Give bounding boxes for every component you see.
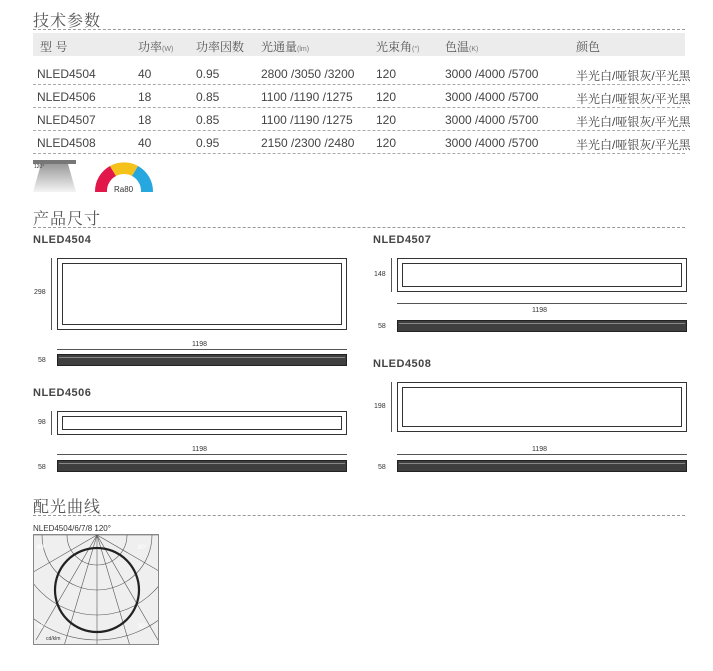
- product-name: NLED4504: [33, 234, 92, 246]
- col-header-power: 功率(W): [138, 40, 174, 54]
- dim-height: 198: [374, 403, 386, 410]
- dim-depth: 58: [378, 323, 386, 330]
- dim-length: 1198: [192, 341, 208, 348]
- product-side-view: [397, 460, 687, 472]
- row-divider: [33, 153, 685, 154]
- dim-height: 298: [34, 289, 46, 296]
- color-rendering-icon: [90, 158, 158, 196]
- section-title-specs: 技术参数: [33, 13, 102, 30]
- product-side-view: [57, 354, 347, 366]
- dim-line: [57, 454, 347, 455]
- cell-model: NLED4508: [37, 136, 96, 150]
- cell-power: 18: [138, 90, 152, 104]
- dim-length: 1198: [532, 307, 548, 314]
- dim-depth: 58: [378, 464, 386, 471]
- product-name: NLED4508: [373, 358, 432, 370]
- row-divider: [33, 107, 685, 108]
- cell-luminous-flux: 1100 /1190 /1275: [261, 90, 353, 104]
- product-side-view: [57, 460, 347, 472]
- dim-length: 1198: [532, 446, 548, 453]
- cell-beam-angle: 120: [376, 67, 397, 81]
- cell-power-factor: 0.85: [196, 113, 220, 127]
- dim-length: 1198: [192, 446, 208, 453]
- dim-height: 148: [374, 271, 386, 278]
- product-front-view: [57, 258, 347, 330]
- col-header-color: 颜色: [576, 40, 601, 54]
- cell-color-temp: 3000 /4000 /5700: [445, 113, 539, 127]
- col-header-luminous-flux: 光通量(lm): [261, 40, 310, 54]
- cell-power-factor: 0.95: [196, 136, 220, 150]
- angle-label: 30°: [37, 624, 47, 630]
- ra-label: Ra80: [114, 185, 134, 194]
- cell-power: 40: [138, 136, 152, 150]
- product-front-view: [57, 411, 347, 435]
- row-divider: [33, 130, 685, 131]
- angle-label: 30°: [138, 624, 148, 630]
- product-front-view: [397, 258, 687, 292]
- section-divider: [33, 29, 685, 30]
- section-divider: [33, 515, 685, 516]
- cell-beam-angle: 120: [376, 113, 397, 127]
- cell-color-temp: 3000 /4000 /5700: [445, 90, 539, 104]
- angle-label: 90°: [138, 545, 148, 551]
- dim-line: [51, 411, 52, 435]
- polar-curve-diagram: [33, 534, 159, 645]
- dim-line: [391, 258, 392, 292]
- cell-luminous-flux: 2800 /3050 /3200: [261, 67, 355, 81]
- cell-power-factor: 0.85: [196, 90, 220, 104]
- section-title-curve: 配光曲线: [33, 499, 102, 516]
- cell-model: NLED4506: [37, 90, 96, 104]
- dim-depth: 58: [38, 357, 46, 364]
- unit-label: cd/klm: [46, 636, 61, 642]
- beam-angle-label: 120°: [34, 164, 45, 170]
- row-divider: [33, 84, 685, 85]
- col-header-model: 型 号: [40, 40, 68, 54]
- dim-depth: 58: [38, 464, 46, 471]
- dim-line: [391, 382, 392, 432]
- section-divider: [33, 227, 685, 228]
- cell-color: 半光白/哑银灰/平光黑: [576, 138, 691, 152]
- cell-luminous-flux: 1100 /1190 /1275: [261, 113, 353, 127]
- dim-line: [397, 454, 687, 455]
- dim-line: [51, 258, 52, 330]
- cell-color-temp: 3000 /4000 /5700: [445, 136, 539, 150]
- col-header-color-temp: 色温(K): [445, 40, 479, 54]
- product-name: NLED4506: [33, 387, 92, 399]
- cell-color: 半光白/哑银灰/平光黑: [576, 92, 691, 106]
- cell-beam-angle: 120: [376, 90, 397, 104]
- cell-model: NLED4504: [37, 67, 96, 81]
- cell-luminous-flux: 2150 /2300 /2480: [261, 136, 355, 150]
- product-front-view: [397, 382, 687, 432]
- cell-color-temp: 3000 /4000 /5700: [445, 67, 539, 81]
- cell-color: 半光白/哑银灰/平光黑: [576, 69, 691, 83]
- angle-label: 80°: [37, 545, 47, 551]
- product-name: NLED4507: [373, 234, 432, 246]
- dim-line: [57, 349, 347, 350]
- cell-beam-angle: 120: [376, 136, 397, 150]
- cell-model: NLED4507: [37, 113, 96, 127]
- cell-power-factor: 0.95: [196, 67, 220, 81]
- col-header-power-factor: 功率因数: [196, 40, 245, 54]
- dim-height: 98: [38, 419, 46, 426]
- col-header-beam-angle: 光束角(°): [376, 40, 420, 54]
- cell-power: 18: [138, 113, 152, 127]
- dim-line: [397, 303, 687, 304]
- beam-angle-icon: [33, 160, 76, 192]
- curve-caption: NLED4504/6/7/8 120°: [33, 524, 111, 533]
- product-side-view: [397, 320, 687, 332]
- cell-power: 40: [138, 67, 152, 81]
- cell-color: 半光白/哑银灰/平光黑: [576, 115, 691, 129]
- section-title-dimensions: 产品尺寸: [33, 211, 102, 228]
